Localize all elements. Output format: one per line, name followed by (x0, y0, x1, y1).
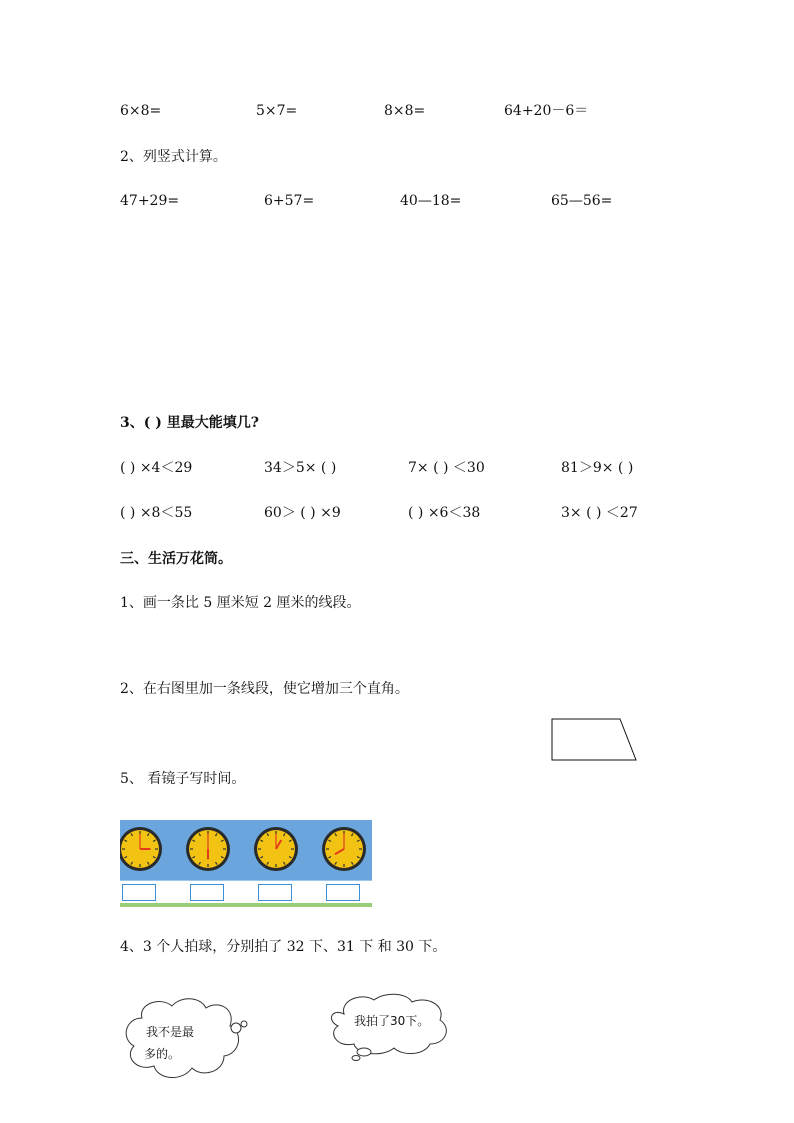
bubble-2-line-1: 我拍了30下。 (354, 1014, 430, 1028)
fill-item-2: 34＞5× ( ) (264, 460, 337, 476)
fill-item-5: ( ) ×8＜55 (120, 505, 193, 521)
vertical-item-2: 6+57= (264, 193, 315, 209)
oral-item-2: 5×7= (256, 103, 298, 119)
question-3-title: 3、( ) 里最大能填几? (120, 415, 259, 431)
fill-item-7: ( ) ×6＜38 (408, 505, 481, 521)
question-mirror-time: 5、 看镜子写时间。 (120, 771, 246, 787)
vertical-item-1: 47+29= (120, 193, 180, 209)
clock-3 (254, 827, 298, 871)
question-ball-bouncing: 4、3 个人拍球，分别拍了 32 下、31 下 和 30 下。 (120, 939, 447, 955)
oral-item-4: 64+20－6＝ (504, 103, 589, 119)
clock-faces (120, 820, 372, 882)
trapezoid-figure (548, 716, 648, 766)
fill-item-1: ( ) ×4＜29 (120, 460, 193, 476)
fill-item-3: 7× ( ) ＜30 (408, 460, 485, 476)
bubble-1-line-2: 多的。 (144, 1047, 181, 1061)
fill-item-6: 60＞ ( ) ×9 (264, 505, 341, 521)
question-line-segment: 1、画一条比 5 厘米短 2 厘米的线段。 (120, 595, 361, 611)
answer-box-4[interactable] (326, 884, 360, 901)
clock-1 (120, 827, 162, 871)
oral-item-1: 6×8= (120, 103, 162, 119)
grass-border (120, 903, 372, 907)
answer-box-1[interactable] (122, 884, 156, 901)
oral-item-3: 8×8= (384, 103, 426, 119)
fill-item-4: 81＞9× ( ) (561, 460, 634, 476)
clock-2 (186, 827, 230, 871)
vertical-item-3: 40—18= (400, 193, 462, 209)
bubble-1-line-1: 我不是最 (146, 1025, 195, 1039)
question-right-angle: 2、在右图里加一条线段，使它增加三个直角。 (120, 681, 409, 697)
answer-box-3[interactable] (258, 884, 292, 901)
fill-item-8: 3× ( ) ＜27 (561, 505, 638, 521)
vertical-item-4: 65—56= (551, 193, 613, 209)
clock-4 (322, 827, 366, 871)
question-2-title: 2、列竖式计算。 (120, 149, 227, 165)
section-3-title: 三、生活万花筒。 (120, 551, 232, 567)
mirror-clocks-illustration (120, 820, 372, 907)
answer-box-2[interactable] (190, 884, 224, 901)
